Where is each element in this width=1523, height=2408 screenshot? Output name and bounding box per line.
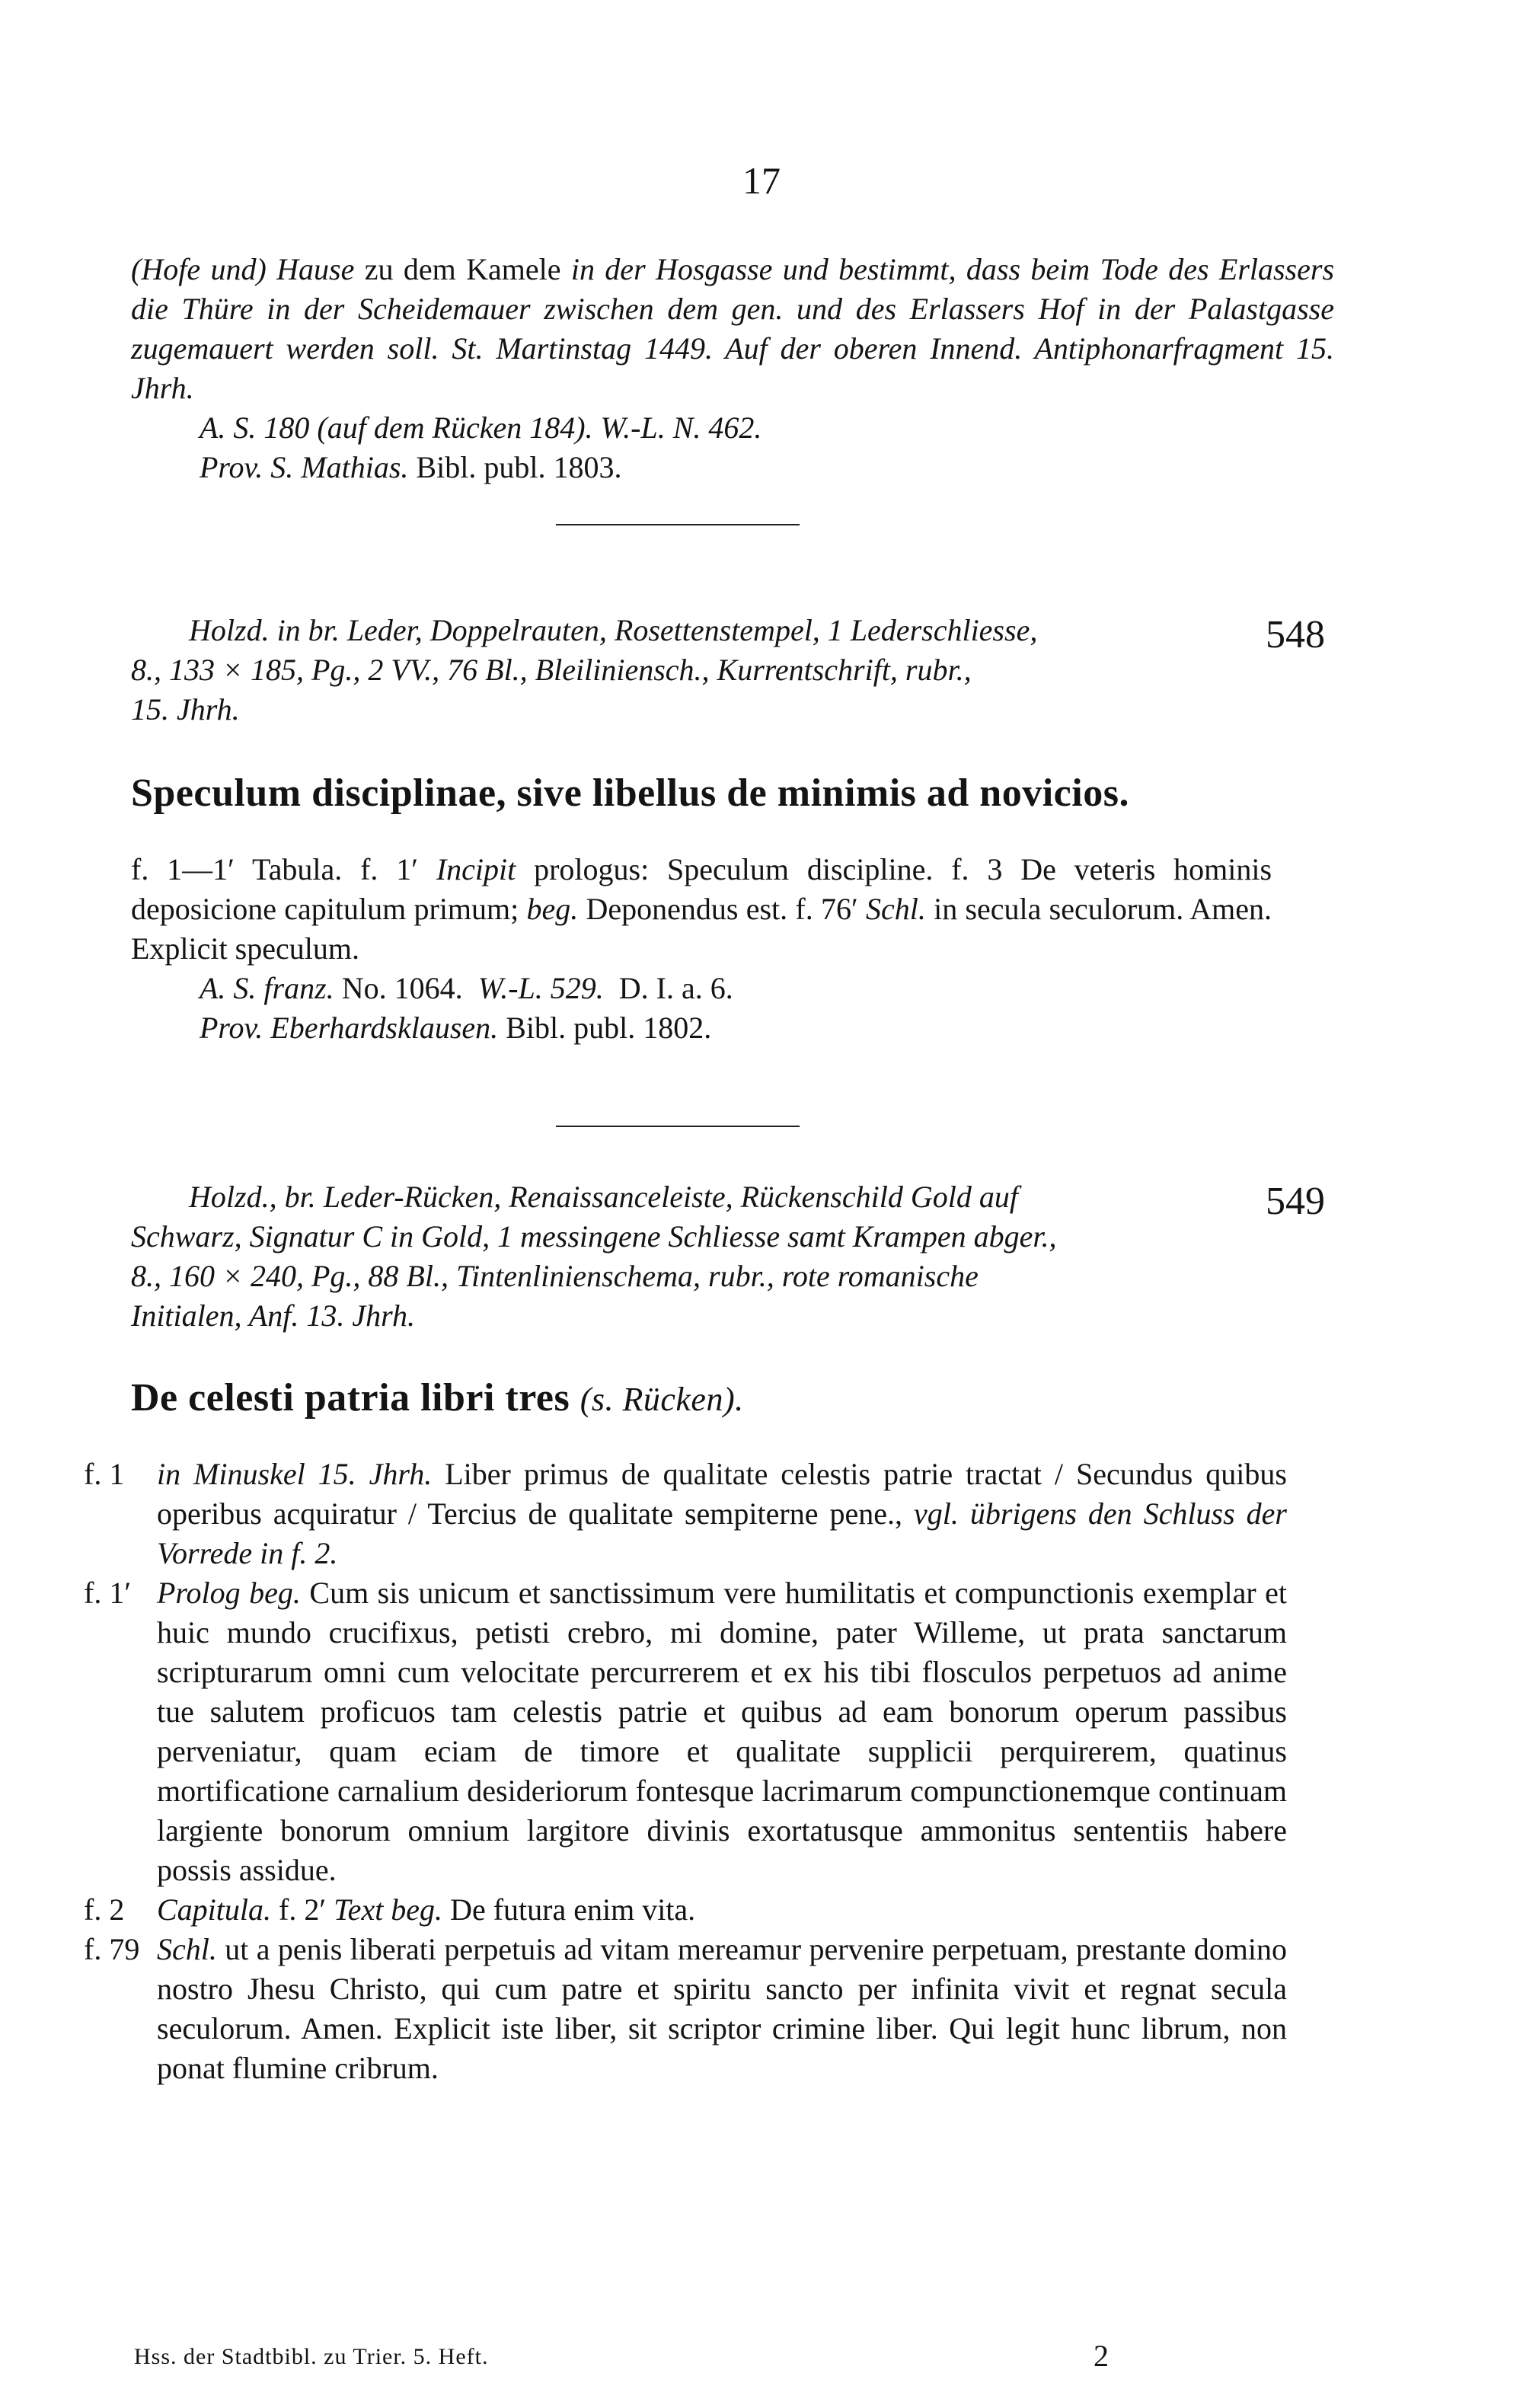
text-part: Schl. bbox=[865, 892, 926, 926]
continuation-text bbox=[131, 250, 1334, 408]
text-part: beg. bbox=[526, 892, 579, 926]
entry-continuation bbox=[131, 250, 1334, 408]
page-number: 17 bbox=[742, 159, 781, 202]
folio-text bbox=[157, 1573, 1287, 1890]
folio-item bbox=[84, 1573, 1287, 1890]
folio-item bbox=[84, 1930, 1287, 2088]
folio-text bbox=[157, 1455, 1287, 1573]
contents-text bbox=[131, 850, 1272, 969]
text-part: Text beg. bbox=[334, 1892, 443, 1927]
divider bbox=[556, 524, 800, 525]
work-title bbox=[131, 1375, 1380, 1420]
description-line: Holzd. in br. Leder, Doppelrauten, Rosettenstempel, 1 Lederschliesse, bbox=[189, 613, 1038, 647]
text-part: f. 2′ bbox=[271, 1892, 334, 1927]
folio-label: f. 1 bbox=[84, 1457, 125, 1491]
text-part: (Hofe und) Hause bbox=[131, 252, 355, 286]
folio-text bbox=[157, 1890, 1287, 1930]
provenance: Prov. Eberhardsklausen. bbox=[200, 1011, 499, 1045]
text-part: Liber primus de qualitate celestis patrie tractat / Secundus quibus operibus acquiratur / Tercius de qualitate sempiterne pene., bbox=[157, 1457, 1287, 1531]
provenance: Prov. S. Mathias. bbox=[200, 450, 409, 484]
footer-page-number: 2 bbox=[1094, 2339, 1109, 2373]
folio-label: f. 79 bbox=[84, 1932, 140, 1966]
text-part: Prolog beg. bbox=[157, 1576, 301, 1610]
text-part: in der Hosgasse und bestimmt, dass beim Tode des Erlassers die Thüre in der Scheidemauer zwischen dem gen. und des Erlassers Hof in der Palastgasse zugemauert werden soll. St. Martinstag 1449. Auf der oberen Innend. Antiphonarfragment 15. Jhrh. bbox=[131, 252, 1335, 405]
signature-line: A. S. 180 (auf dem Rücken 184). W.-L. N. 462. bbox=[200, 410, 762, 445]
description-line: Initialen, Anf. 13. Jhrh. bbox=[131, 1298, 415, 1333]
folio-item bbox=[84, 1890, 1287, 1930]
text-part: f. 1—1′ Tabula. f. 1′ bbox=[131, 852, 418, 886]
provenance-line bbox=[131, 1008, 1334, 1048]
signature: D. I. a. 6. bbox=[618, 971, 733, 1005]
folio-text bbox=[157, 1930, 1287, 2088]
text-part: Deponendus est. f. 76′ bbox=[586, 892, 858, 926]
text-part: zu dem Kamele bbox=[364, 252, 561, 286]
contents bbox=[131, 850, 1272, 969]
text-part: Schl. bbox=[157, 1932, 217, 1966]
text-part: in secula seculorum. Amen. Explicit speculum. bbox=[131, 892, 1272, 966]
folio-item bbox=[84, 1455, 1287, 1573]
folio-list bbox=[84, 1455, 1287, 2088]
description-line: 15. Jhrh. bbox=[131, 692, 240, 727]
shelf-number: 548 bbox=[1266, 613, 1325, 656]
divider bbox=[556, 1126, 800, 1127]
text-part: in Minuskel 15. Jhrh. bbox=[157, 1457, 433, 1491]
signature: A. S. franz. bbox=[200, 971, 334, 1005]
shelf-number: 549 bbox=[1266, 1180, 1325, 1223]
text-part: Capitula. bbox=[157, 1892, 272, 1927]
folio-label: f. 1′ bbox=[84, 1576, 132, 1610]
text-part: ut a penis liberati perpetuis ad vitam mereamur pervenire perpetuam, prestante domino nostro Jhesu Christo, qui cum patre et spiritu sancto per infinita vivit et regnat secula seculorum. Amen. Explicit iste liber, sit scriptor crimine liber. Qui legit hunc librum, non ponat flumine cribrum. bbox=[157, 1932, 1287, 2085]
description-line: 8., 133 × 185, Pg., 2 VV., 76 Bl., Bleiliniensch., Kurrentschrift, rubr., bbox=[131, 653, 972, 687]
continuation-signature bbox=[131, 408, 1334, 487]
library-note: Bibl. publ. 1802. bbox=[506, 1011, 712, 1045]
text-part: prologus: Speculum discipline. f. 3 De veteris hominis deposicione capitulum primum; bbox=[131, 852, 1272, 926]
footer-text: Hss. der Stadtbibl. zu Trier. 5. Heft. bbox=[134, 2344, 489, 2369]
signature-block bbox=[131, 969, 1334, 1048]
text-part: Cum sis unicum et sanctissimum vere humilitatis et compunctionis exemplar et huic mundo crucifixus, petisti crebro, mi domine, pater Willeme, ut prata sanctarum scripturarum omni cum velocitate percurrerem et ex his tibi flosculos perpetuos ad anime tue salutem proficuos tam celestis patrie et quibus ad eam bonorum operum passibus perveniatur, quam eciam de timore et qualitate supplicii perquirerem, quatinus mortificatione carnalium desideriorum fontesque lacrimarum compunctionemque continuam largiente bonorum omnium largitore divinis exortatusque ammonitus sententiis habere possis assidue. bbox=[157, 1576, 1288, 1887]
library-note: Bibl. publ. 1803. bbox=[416, 450, 622, 484]
physical-description bbox=[131, 611, 1243, 730]
title-note: (s. Rücken). bbox=[580, 1381, 744, 1418]
work-title: Speculum disciplinae, sive libellus de minimis ad novicios. bbox=[131, 771, 1129, 815]
signature: W.-L. 529. bbox=[477, 971, 604, 1005]
description-line: Holzd., br. Leder-Rücken, Renaissanceleiste, Rückenschild Gold auf bbox=[189, 1180, 1018, 1214]
physical-description bbox=[131, 1177, 1243, 1336]
folio-label: f. 2 bbox=[84, 1892, 125, 1927]
text-part: De futura enim vita. bbox=[442, 1892, 696, 1927]
description-line: 8., 160 × 240, Pg., 88 Bl., Tintenlinienschema, rubr., rote romanische bbox=[131, 1259, 979, 1293]
title-text: De celesti patria libri tres bbox=[131, 1376, 570, 1420]
text-part: Incipit bbox=[436, 852, 516, 886]
description-line: Schwarz, Signatur C in Gold, 1 messingene Schliesse samt Krampen abger., bbox=[131, 1219, 1057, 1254]
text-part: vgl. übrigens den Schluss der Vorrede in f. 2. bbox=[157, 1496, 1287, 1570]
signature-line bbox=[131, 969, 1334, 1008]
signature: No. 1064. bbox=[341, 971, 463, 1005]
provenance-line bbox=[131, 448, 1334, 487]
